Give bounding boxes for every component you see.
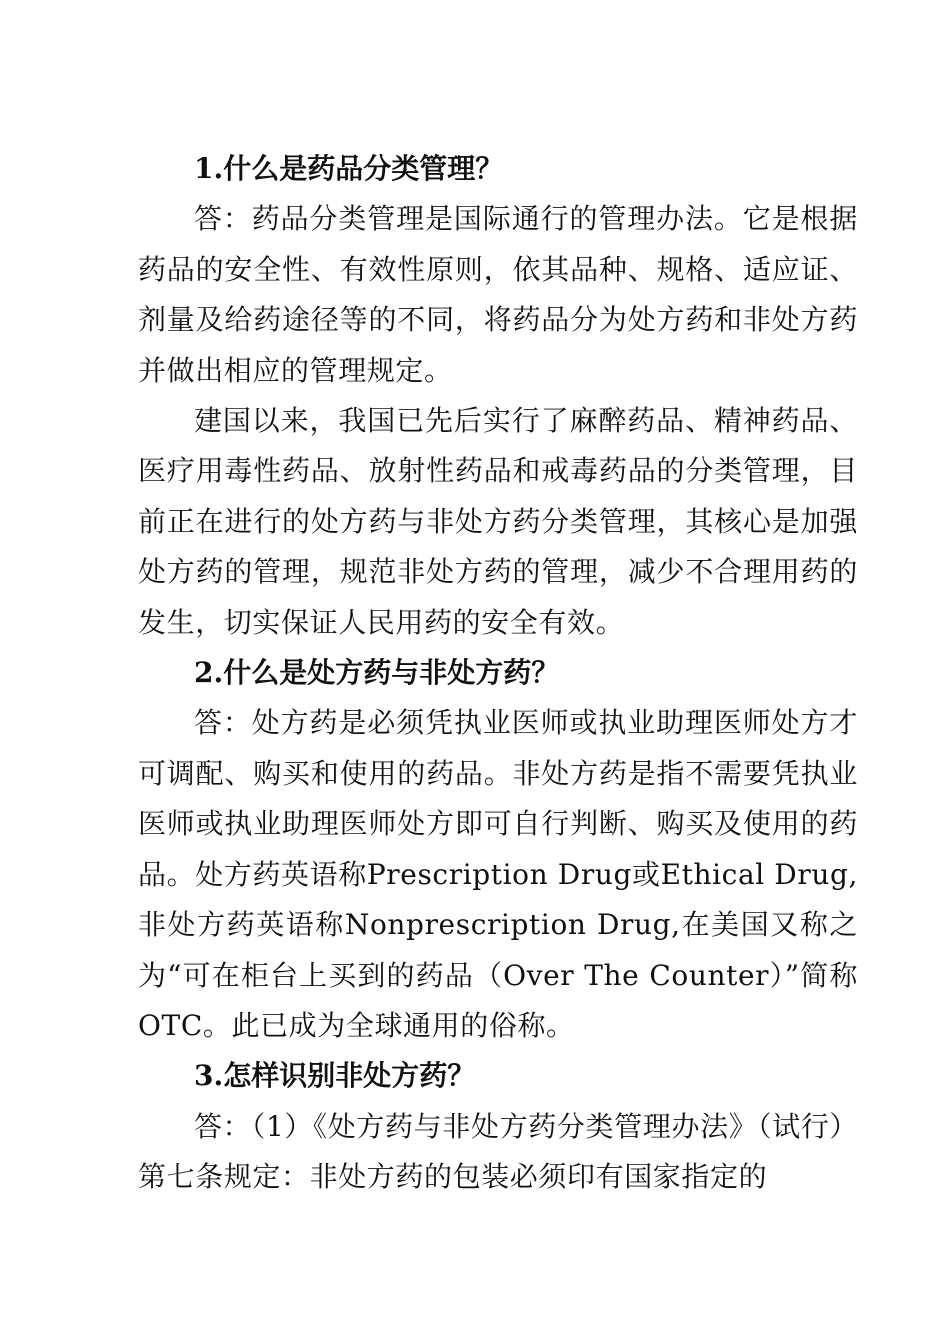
- paragraph-1-2: 建国以来，我国已先后实行了麻醉药品、精神药品、医疗用毒性药品、放射性药品和戒毒药品的分类管理，目前正在进行的处方药与非处方药分类管理，其核心是加强处方药的管理，规范非处方药的管理，减少不合理用药的发生，切实保证人民用药的安全有效。: [138, 404, 858, 639]
- section-heading-1: 1.什么是药品分类管理？: [194, 152, 504, 185]
- paragraph-3-1: 答：（1）《处方药与非处方药分类管理办法》（试行）第七条规定：非处方药的包装必须印有国家指定的: [138, 1109, 858, 1194]
- section-2: [138, 648, 858, 1051]
- section-heading-2: 2.什么是处方药与非处方药？: [194, 656, 560, 690]
- document-page: [138, 144, 858, 1203]
- paragraph-2-1: 答：处方药是必须凭执业医师或执业助理医师处方才可调配、购买和使用的药品。非处方药是指不需要凭执业医师或执业助理医师处方即可自行判断、购买及使用的药品。处方药英语称Prescription Drug或Ethical Drug,非处方药英语称Nonprescription Drug,在美国又称之为“可在柜台上买到的药品（Over The Counter）”简称OTC。此已成为全球通用的俗称。: [138, 706, 858, 1042]
- section-1: [138, 144, 858, 648]
- section-heading-3: 3.怎样识别非处方药？: [194, 1059, 476, 1093]
- paragraph-1-1: 答：药品分类管理是国际通行的管理办法。它是根据药品的安全性、有效性原则，依其品种、规格、适应证、剂量及给药途径等的不同，将药品分为处方药和非处方药并做出相应的管理规定。: [138, 202, 858, 387]
- section-3: [138, 1051, 858, 1202]
